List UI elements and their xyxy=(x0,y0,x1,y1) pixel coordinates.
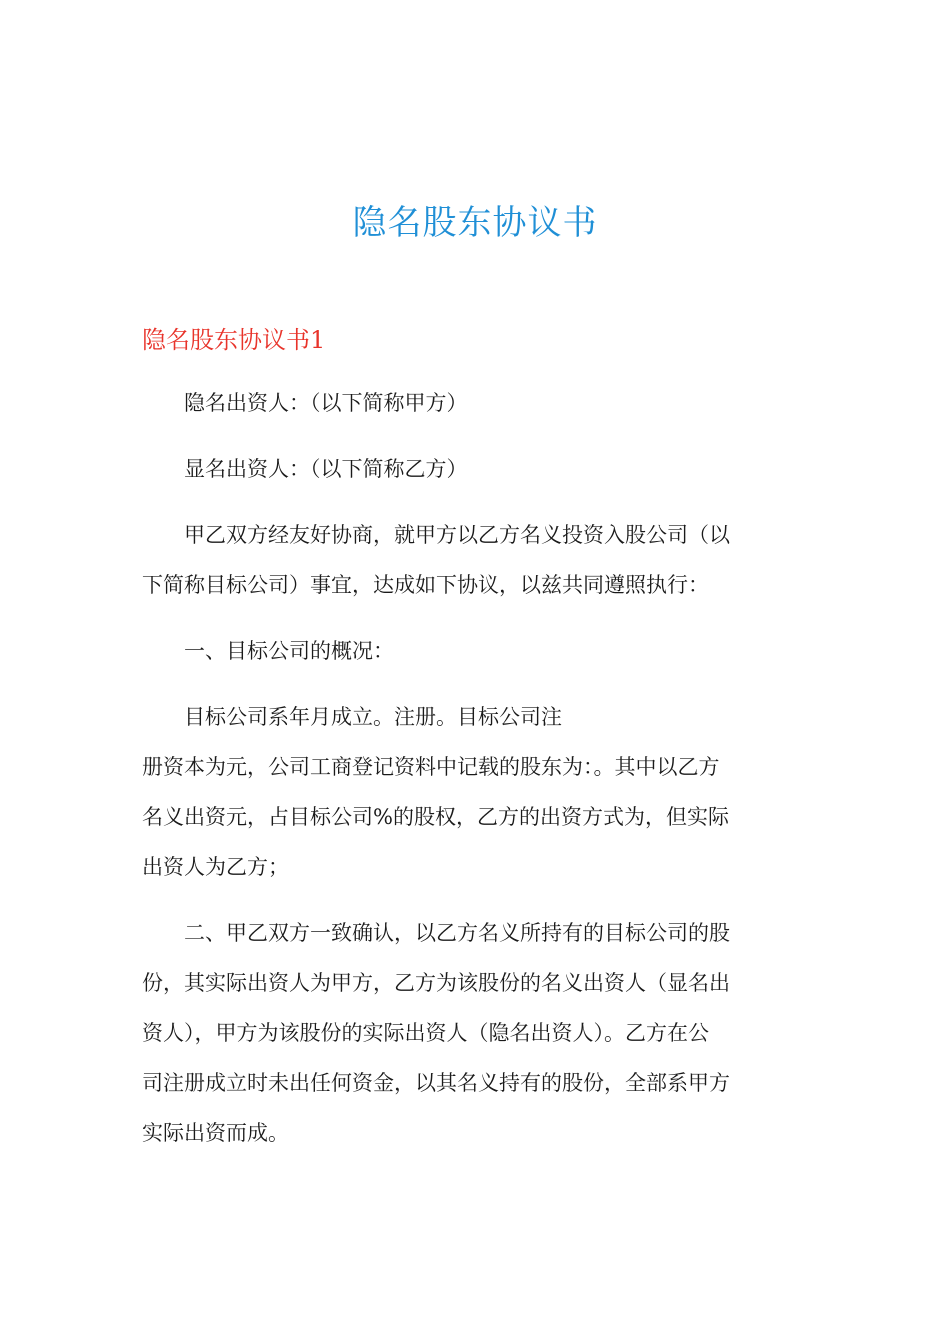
section-heading: 隐名股东协议书1 xyxy=(142,326,326,354)
document-title: 隐名股东协议书 xyxy=(352,203,598,243)
paragraph-nominal-investor: 显名出资人：（以下简称乙方） xyxy=(184,457,468,481)
paragraph-preamble: 甲乙双方经友好协商，就甲方以乙方名义投资入股公司（以 下简称目标公司）事宜，达成如下协议，以兹共同遵照执行： xyxy=(142,523,730,597)
paragraph-clause-two: 二、甲乙双方一致确认，以乙方名义所持有的目标公司的股 份，其实际出资人为甲方，乙方为该股份的名义出资人（显名出 资人），甲方为该股份的实际出资人（隐名出资人）。乙方在公 司注册成立时未出任何资金，以其名义持有的股份，全部系甲方 实际出资而成。 xyxy=(142,921,730,1145)
document-body xyxy=(142,378,806,1158)
paragraph-company-overview: 目标公司系年月成立。注册。目标公司注 册资本为元，公司工商登记资料中记载的股东为：。其中以乙方 名义出资元，占目标公司%的股权，乙方的出资方式为，但实际 出资人为乙方； xyxy=(142,705,729,879)
paragraph-hidden-investor: 隐名出资人：（以下简称甲方） xyxy=(184,391,468,415)
paragraph-clause-one-heading: 一、目标公司的概况： xyxy=(184,639,394,663)
